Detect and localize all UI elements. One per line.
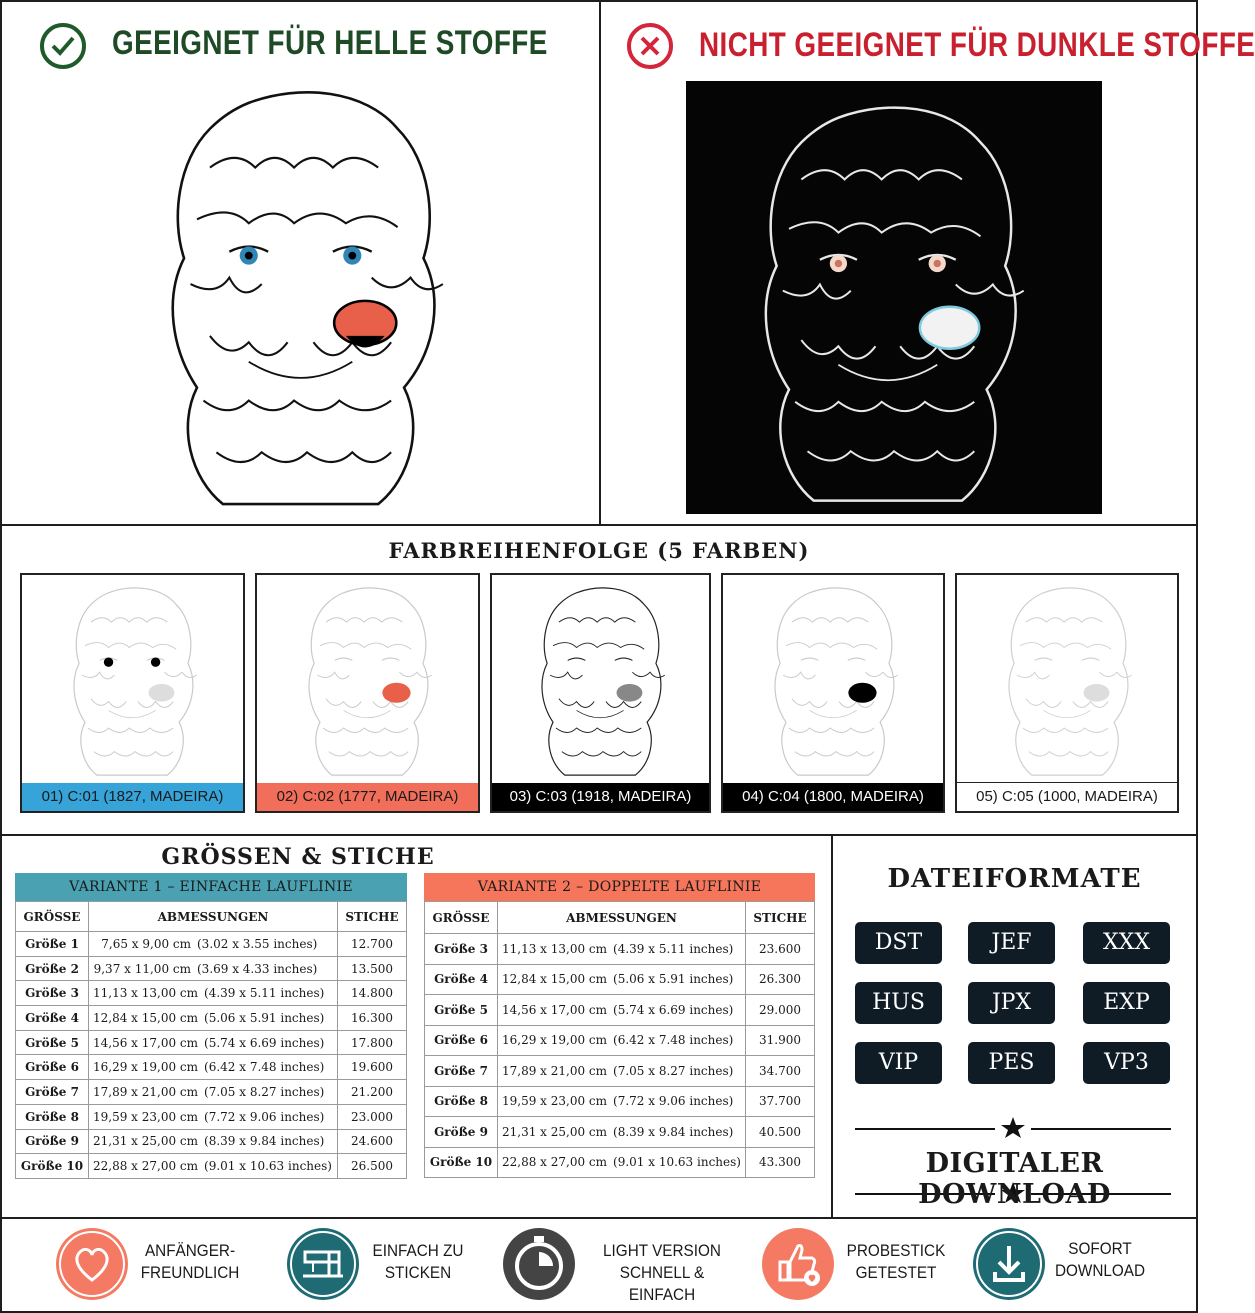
dims-inch: (9.01 x 10.63 inches) [204, 1159, 332, 1174]
dog-swatch-2 [275, 581, 465, 781]
size-cell: Größe 8 [425, 1086, 498, 1117]
dog-swatch-4 [741, 581, 931, 781]
format-badge-pes: PES [968, 1042, 1055, 1084]
cross-icon [627, 23, 673, 69]
sizes-title: GRÖSSEN & STICHE [161, 844, 435, 870]
swatch-label-1: 01) C:01 (1827, MADEIRA) [22, 783, 243, 811]
dims-cell [498, 1117, 746, 1148]
color-sequence-title: FARBREIHENFOLGE (5 FARBEN) [388, 538, 810, 563]
dims-cell [89, 956, 338, 981]
stitches-cell: 29.000 [746, 995, 815, 1026]
dog-embroidery-light [107, 77, 507, 517]
col-stitches: STICHE [338, 902, 407, 932]
dims-cell [89, 1006, 338, 1031]
size-cell: Größe 9 [16, 1129, 89, 1154]
swatch-card-4 [721, 573, 945, 813]
dims-inch: (6.42 x 7.48 inches) [204, 1060, 325, 1075]
light-fabric-panel [0, 0, 601, 526]
dims-cm: 16,29 x 19,00 cm [93, 1060, 199, 1075]
variant-2-title: VARIANTE 2 – DOPPELTE LAUFLINIE [424, 873, 815, 901]
stitches-cell: 26.300 [746, 964, 815, 995]
dims-inch: (5.06 x 5.91 inches) [204, 1010, 325, 1025]
size-cell: Größe 7 [16, 1080, 89, 1105]
table-row [16, 1129, 407, 1154]
dims-inch: (3.69 x 4.33 inches) [197, 961, 318, 976]
feature-2-text: EINFACH ZU STICKEN [372, 1241, 464, 1282]
light-fabric-title: GEEIGNET FÜR HELLE STOFFE [112, 24, 548, 62]
size-cell: Größe 3 [16, 981, 89, 1006]
download-icon [973, 1228, 1045, 1300]
dims-cm: 9,37 x 11,00 cm [93, 961, 191, 976]
dims-cm: 17,89 x 21,00 cm [502, 1063, 608, 1078]
size-cell: Größe 1 [16, 932, 89, 957]
col-size: GRÖSSE [425, 902, 498, 934]
size-cell: Größe 6 [425, 1025, 498, 1056]
dims-cell [498, 1147, 746, 1178]
dims-cell [89, 1129, 338, 1154]
stitches-cell: 37.700 [746, 1086, 815, 1117]
heart-icon [56, 1228, 128, 1300]
dims-cm: 19,59 x 23,00 cm [502, 1094, 608, 1109]
size-cell: Größe 9 [425, 1117, 498, 1148]
stitches-cell: 19.600 [338, 1055, 407, 1080]
dims-cm: 14,56 x 17,00 cm [502, 1002, 608, 1017]
size-cell: Größe 10 [425, 1147, 498, 1178]
table-row [425, 1147, 815, 1178]
dims-inch: (7.05 x 8.27 inches) [613, 1063, 734, 1078]
table-row [16, 1080, 407, 1105]
dims-inch: (5.74 x 6.69 inches) [613, 1002, 734, 1017]
feature-4-text: PROBESTICK GETESTET [846, 1241, 946, 1282]
table-row [425, 964, 815, 995]
dims-inch: (4.39 x 5.11 inches) [204, 986, 325, 1001]
dims-cell [89, 1080, 338, 1105]
size-cell: Größe 3 [425, 934, 498, 965]
dark-fabric-preview [686, 81, 1102, 514]
table-row [16, 956, 407, 981]
dims-cell [498, 995, 746, 1026]
format-badge-xxx: XXX [1083, 922, 1170, 964]
size-cell: Größe 4 [16, 1006, 89, 1031]
dims-inch: (5.06 x 5.91 inches) [613, 972, 734, 987]
format-badge-vp3: VP3 [1083, 1042, 1170, 1084]
dims-cm: 12,84 x 15,00 cm [502, 972, 608, 987]
stitches-cell: 14.800 [338, 981, 407, 1006]
dims-cm: 11,13 x 13,00 cm [93, 986, 199, 1001]
swatch-label-2: 02) C:02 (1777, MADEIRA) [257, 783, 478, 811]
digital-download-label: DIGITALER DOWNLOAD [918, 1148, 1111, 1210]
feature-3-text: LIGHT VERSION SCHNELL & EINFACH [603, 1241, 721, 1304]
dims-inch: (5.74 x 6.69 inches) [204, 1035, 325, 1050]
star-icon [1001, 1117, 1025, 1138]
dims-cm: 19,59 x 23,00 cm [93, 1109, 199, 1124]
dims-cm: 22,88 x 27,00 cm [502, 1155, 608, 1170]
stitches-cell: 23.600 [746, 934, 815, 965]
size-cell: Größe 6 [16, 1055, 89, 1080]
dims-inch: (3.02 x 3.55 inches) [197, 936, 318, 951]
col-dims: ABMESSUNGEN [89, 902, 338, 932]
dims-cell [89, 1055, 338, 1080]
format-badge-jef: JEF [968, 922, 1055, 964]
table-row [16, 1030, 407, 1055]
variant-2-table [424, 873, 815, 1178]
dims-cell [498, 934, 746, 965]
sewing-machine-icon [287, 1228, 359, 1300]
swatch-card-1 [20, 573, 245, 813]
dims-cell [89, 1154, 338, 1179]
format-badge-hus: HUS [855, 982, 942, 1024]
variant-2-grid [424, 901, 815, 1178]
variant-1-table [15, 873, 407, 1179]
dims-inch: (8.39 x 9.84 inches) [613, 1124, 734, 1139]
stitches-cell: 12.700 [338, 932, 407, 957]
dims-cm: 7,65 x 9,00 cm [101, 936, 191, 951]
dims-cell [498, 1056, 746, 1087]
stitches-cell: 43.300 [746, 1147, 815, 1178]
dims-cm: 16,29 x 19,00 cm [502, 1033, 608, 1048]
dims-cell [89, 1030, 338, 1055]
dims-cm: 17,89 x 21,00 cm [93, 1084, 199, 1099]
dog-swatch-5 [975, 581, 1165, 781]
dims-cm: 14,56 x 17,00 cm [93, 1035, 199, 1050]
table-row [16, 1055, 407, 1080]
size-cell: Größe 7 [425, 1056, 498, 1087]
dims-cell [498, 1086, 746, 1117]
size-cell: Größe 5 [16, 1030, 89, 1055]
table-row [16, 981, 407, 1006]
checkmark-icon [40, 23, 86, 69]
dims-cell [89, 932, 338, 957]
table-row [16, 1006, 407, 1031]
variant-1-title: VARIANTE 1 – EINFACHE LAUFLINIE [15, 873, 407, 901]
dims-cm: 12,84 x 15,00 cm [93, 1010, 199, 1025]
dog-swatch-1 [40, 581, 230, 781]
table-row [425, 995, 815, 1026]
thumbs-up-icon [762, 1228, 834, 1300]
size-cell: Größe 5 [425, 995, 498, 1026]
col-stitches: STICHE [746, 902, 815, 934]
dark-fabric-title: NICHT GEEIGNET FÜR DUNKLE STOFFE [699, 26, 1255, 64]
table-row [16, 1154, 407, 1179]
stopwatch-icon [503, 1228, 575, 1300]
dims-inch: (6.42 x 7.48 inches) [613, 1033, 734, 1048]
dims-cm: 11,13 x 13,00 cm [502, 941, 608, 956]
dims-cm: 22,88 x 27,00 cm [93, 1159, 199, 1174]
dog-embroidery-dark [724, 93, 1064, 513]
size-cell: Größe 8 [16, 1104, 89, 1129]
table-row [425, 1025, 815, 1056]
format-badge-exp: EXP [1083, 982, 1170, 1024]
table-row [425, 1086, 815, 1117]
format-badge-jpx: JPX [968, 982, 1055, 1024]
dims-inch: (4.39 x 5.11 inches) [613, 941, 734, 956]
feature-5-text: SOFORT DOWNLOAD [1054, 1239, 1146, 1280]
stitches-cell: 16.300 [338, 1006, 407, 1031]
feature-1-text: ANFÄNGER- FREUNDLICH [140, 1241, 240, 1282]
swatch-card-3 [490, 573, 711, 813]
size-cell: Größe 10 [16, 1154, 89, 1179]
col-size: GRÖSSE [16, 902, 89, 932]
format-badge-vip: VIP [855, 1042, 942, 1084]
size-cell: Größe 2 [16, 956, 89, 981]
dims-cell [498, 1025, 746, 1056]
dims-cell [498, 964, 746, 995]
swatch-card-2 [255, 573, 480, 813]
swatch-label-4: 04) C:04 (1800, MADEIRA) [723, 783, 943, 811]
dims-inch: (7.05 x 8.27 inches) [204, 1084, 325, 1099]
stitches-cell: 24.600 [338, 1129, 407, 1154]
variant-1-grid [15, 901, 407, 1179]
table-row [425, 1056, 815, 1087]
dims-cell [89, 1104, 338, 1129]
dims-inch: (8.39 x 9.84 inches) [204, 1134, 325, 1149]
dims-inch: (7.72 x 9.06 inches) [204, 1109, 325, 1124]
swatch-label-5: 05) C:05 (1000, MADEIRA) [957, 782, 1177, 811]
stitches-cell: 23.000 [338, 1104, 407, 1129]
dims-inch: (7.72 x 9.06 inches) [613, 1094, 734, 1109]
dims-inch: (9.01 x 10.63 inches) [613, 1155, 741, 1170]
stitches-cell: 17.800 [338, 1030, 407, 1055]
dog-swatch-3 [508, 581, 698, 781]
table-row [16, 932, 407, 957]
stitches-cell: 40.500 [746, 1117, 815, 1148]
stitches-cell: 13.500 [338, 956, 407, 981]
size-cell: Größe 4 [425, 964, 498, 995]
formats-title: DATEIFORMATE [887, 864, 1142, 894]
table-row [425, 934, 815, 965]
stitches-cell: 26.500 [338, 1154, 407, 1179]
col-dims: ABMESSUNGEN [498, 902, 746, 934]
dims-cm: 21,31 x 25,00 cm [93, 1134, 199, 1149]
stitches-cell: 21.200 [338, 1080, 407, 1105]
dims-cm: 21,31 x 25,00 cm [502, 1124, 608, 1139]
dims-cell [89, 981, 338, 1006]
table-row [16, 1104, 407, 1129]
swatch-label-3: 03) C:03 (1918, MADEIRA) [492, 783, 709, 811]
stitches-cell: 34.700 [746, 1056, 815, 1087]
swatch-card-5 [955, 573, 1179, 813]
table-row [425, 1117, 815, 1148]
stitches-cell: 31.900 [746, 1025, 815, 1056]
format-badge-dst: DST [855, 922, 942, 964]
